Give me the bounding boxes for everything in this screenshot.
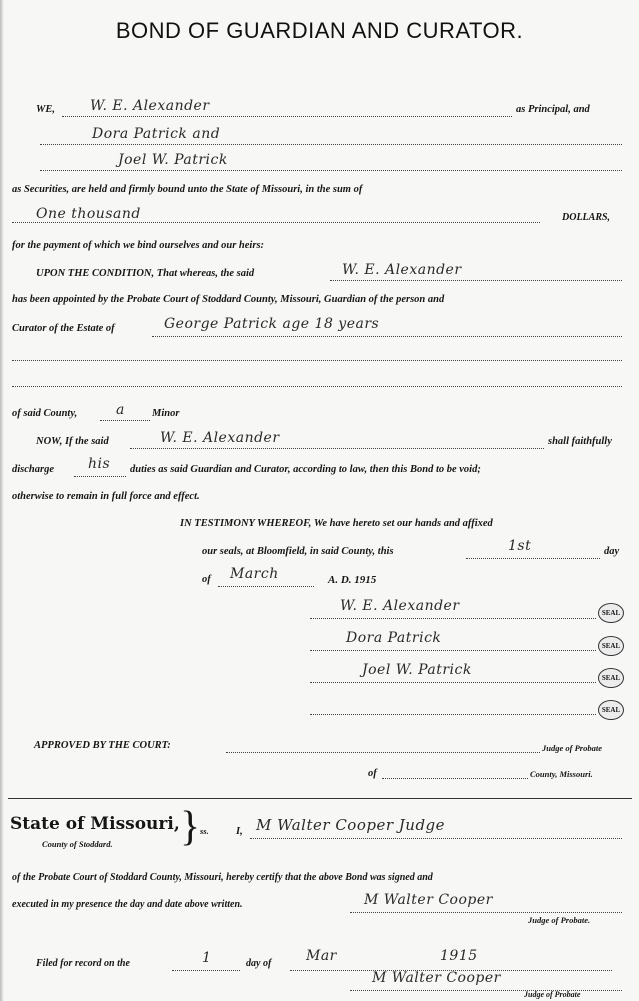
testimony-ad: A. D. 1915 [328, 574, 377, 586]
discharge-pronoun: his [88, 456, 111, 472]
principal-suffix: as Principal, and [516, 104, 590, 115]
curator-line [152, 336, 622, 337]
surety-1: Dora Patrick and [92, 126, 221, 142]
now-line [130, 448, 544, 449]
filed-signature: M Walter Cooper [372, 970, 501, 986]
filed-month: Mar [306, 948, 337, 964]
certificate-brace: } [180, 804, 201, 850]
seal-4: SEAL [598, 700, 624, 720]
blank-line-2 [12, 386, 622, 387]
minor-article: a [116, 402, 125, 418]
testimony-line-2: our seals, at Bloomfield, in said County, this [202, 546, 394, 557]
certificate-county: County of Stoddard. [42, 839, 113, 849]
signature-line-3 [310, 682, 596, 683]
blank-line-1 [12, 360, 622, 361]
filed-judge-label: Judge of Probate [524, 990, 581, 999]
filed-day: 1 [202, 950, 212, 966]
approval-of: of [368, 768, 377, 779]
dollars-label: DOLLARS, [562, 212, 611, 223]
filed-day-of: day of [246, 958, 272, 969]
condition-line [330, 280, 622, 281]
seal-2: SEAL [598, 636, 624, 656]
pronoun-line [74, 476, 126, 477]
certificate-signature-line [350, 912, 622, 913]
filed-year: 1915 [440, 948, 478, 964]
certificate-state: State of Missouri, [10, 814, 180, 834]
discharge-prefix: discharge [12, 464, 54, 475]
principal-name: W. E. Alexander [90, 98, 210, 114]
surety-line-2 [40, 170, 622, 171]
now-name: W. E. Alexander [160, 430, 280, 446]
sum-line [12, 222, 540, 223]
now-prefix: NOW, If the said [36, 436, 109, 447]
we-label: WE, [36, 104, 55, 115]
minor-label: Minor [152, 408, 180, 419]
of-label: of [202, 574, 211, 585]
filed-day-line [172, 970, 240, 971]
signature-1: W. E. Alexander [340, 598, 460, 614]
securities-text: as Securities, are held and firmly bound unto the State of Missouri, in the sum of [12, 184, 363, 195]
certificate-ss: ss. [200, 826, 209, 836]
seal-1: SEAL [598, 603, 624, 623]
testimony-month: March [230, 566, 279, 582]
signature-line-2 [310, 650, 596, 651]
minor-prefix: of said County, [12, 408, 78, 419]
filed-signature-line [350, 990, 622, 991]
appointed-text: has been appointed by the Probate Court of Stoddard County, Missouri, Guardian of the person and [12, 294, 445, 305]
ward-name: George Patrick age 18 years [164, 316, 380, 332]
testimony-line-1: IN TESTIMONY WHEREOF, We have hereto set our hands and affixed [180, 518, 493, 529]
certificate-judge-line [250, 838, 622, 839]
condition-name: W. E. Alexander [342, 262, 462, 278]
discharge-suffix: duties as said Guardian and Curator, according to law, then this Bond to be void; [130, 464, 481, 475]
scan-edge [0, 0, 4, 1001]
signature-line-1 [310, 618, 596, 619]
otherwise-text: otherwise to remain in full force and effect. [12, 491, 200, 502]
signature-2: Dora Patrick [346, 630, 442, 646]
payment-text: for the payment of which we bind ourselves and our heirs: [12, 240, 265, 251]
certificate-signature: M Walter Cooper [364, 892, 493, 908]
section-divider [8, 798, 632, 799]
minor-line [100, 420, 150, 421]
certificate-judge-name: M Walter Cooper Judge [256, 816, 446, 834]
approval-county-line [382, 778, 528, 779]
seal-3: SEAL [598, 668, 624, 688]
now-suffix: shall faithfully [548, 436, 612, 447]
document-title: BOND OF GUARDIAN AND CURATOR. [115, 18, 524, 43]
surety-2: Joel W. Patrick [118, 152, 228, 168]
approval-county-label: County, Missouri. [530, 769, 593, 779]
approved-label: APPROVED BY THE COURT: [34, 740, 171, 751]
day-label: day [604, 546, 620, 557]
condition-prefix: UPON THE CONDITION, That whereas, the said [36, 268, 255, 279]
certificate-line-1: of the Probate Court of Stoddard County, Missouri, hereby certify that the above Bond was signed and [12, 872, 433, 883]
day-line [466, 558, 600, 559]
principal-line [62, 116, 512, 117]
certificate-i: I, [236, 826, 243, 837]
filed-prefix: Filed for record on the [36, 958, 130, 969]
signature-3: Joel W. Patrick [362, 662, 472, 678]
month-line [218, 586, 314, 587]
sum-amount: One thousand [36, 206, 141, 222]
surety-line-1 [40, 144, 622, 145]
approval-judge-label: Judge of Probate [542, 743, 602, 753]
approval-judge-line [226, 752, 540, 753]
signature-line-4 [310, 714, 596, 715]
testimony-day: 1st [508, 538, 532, 554]
certificate-line-2: executed in my presence the day and date above written. [12, 899, 243, 910]
certificate-judge-label: Judge of Probate. [528, 915, 591, 925]
curator-prefix: Curator of the Estate of [12, 323, 115, 334]
